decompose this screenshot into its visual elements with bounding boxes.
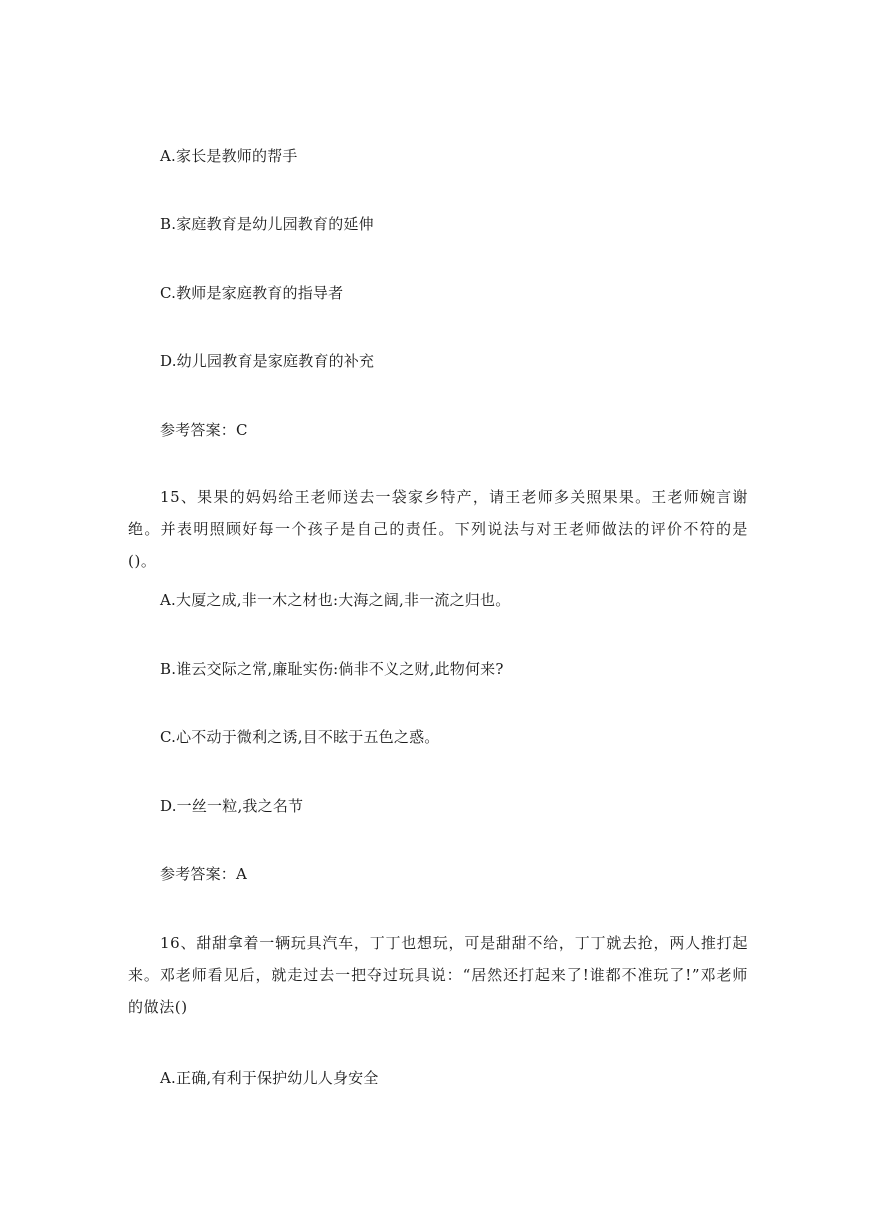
q14-option-d: D.幼儿园教育是家庭教育的补充 — [160, 352, 375, 370]
q15-answer: 参考答案：A — [160, 865, 248, 883]
q15-option-c: C.心不动于微利之诱,目不眩于五色之惑。 — [160, 728, 440, 746]
q14-option-a: A.家长是教师的帮手 — [160, 147, 298, 165]
q15-option-b: B.谁云交际之常,廉耻实伤:倘非不义之财,此物何来? — [160, 660, 504, 678]
q15-option-d: D.一丝一粒,我之名节 — [160, 797, 304, 815]
q16-option-a: A.正确,有利于保护幼儿人身安全 — [160, 1069, 379, 1087]
q16-stem: 16、甜甜拿着一辆玩具汽车，丁丁也想玩，可是甜甜不给，丁丁就去抢，两人推打起来。邓老师看见后，就走过去一把夺过玩具说：“居然还打起来了!谁都不准玩了!”邓老师的做法() — [128, 934, 748, 1016]
q14-option-c: C.教师是家庭教育的指导者 — [160, 284, 344, 302]
q14-answer: 参考答案：C — [160, 421, 248, 439]
q15-option-a: A.大厦之成,非一木之材也:大海之阔,非一流之归也。 — [160, 591, 511, 609]
q15-stem: 15、果果的妈妈给王老师送去一袋家乡特产，请王老师多关照果果。王老师婉言谢绝。并表明照顾好每一个孩子是自己的责任。下列说法与对王老师做法的评价不符的是()。 — [128, 488, 748, 570]
q14-option-b: B.家庭教育是幼儿园教育的延伸 — [160, 215, 374, 233]
